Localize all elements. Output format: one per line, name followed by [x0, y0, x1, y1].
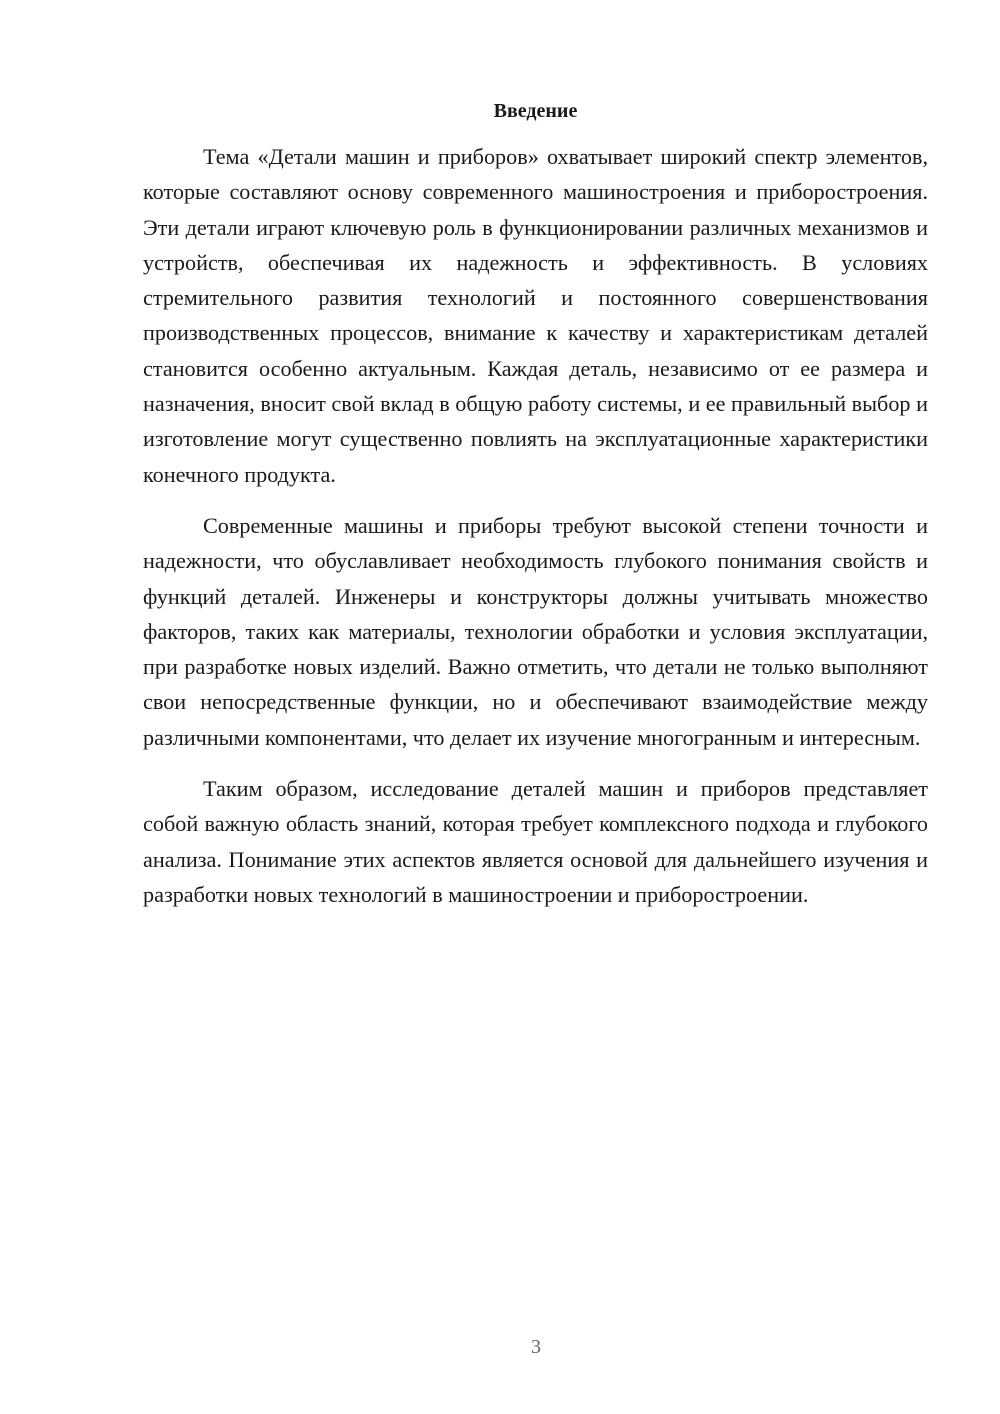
section-heading: Введение [493, 100, 578, 122]
page-number: 3 [531, 1336, 541, 1358]
paragraph-1: Тема «Детали машин и приборов» охватывает широкий спектр элементов, которые составляют основу современного машиностроения и приборостроения. Эти детали играют ключевую роль в функционировании различных механизмов и устройств, обеспечивая их надежность и эффективность. В условиях стремительного развития технологий и постоянного совершенствования производственных процессов, внимание к качеству и характеристикам деталей становится особенно актуальным. Каждая деталь, независимо от ее размера и назначения, вносит свой вклад в общую работу системы, и ее правильный выбор и изготовление могут существенно повлиять на эксплуатационные характеристики конечного продукта. [143, 144, 928, 487]
paragraph-2: Современные машины и приборы требуют высокой степени точности и надежности, что обуславливает необходимость глубокого понимания свойств и функций деталей. Инженеры и конструкторы должны учитывать множество факторов, таких как материалы, технологии обработки и условия эксплуатации, при разработке новых изделий. Важно отметить, что детали не только выполняют свои непосредственные функции, но и обеспечивают взаимодействие между различными компонентами, что делает их изучение многогранным и интересным. [143, 512, 928, 750]
page-content [143, 96, 928, 928]
paragraph-3: Таким образом, исследование деталей машин и приборов представляет собой важную область знаний, которая требует комплексного подхода и глубокого анализа. Понимание этих аспектов является основой для дальнейшего изучения и разработки новых технологий в машиностроении и приборостроении. [143, 776, 928, 907]
